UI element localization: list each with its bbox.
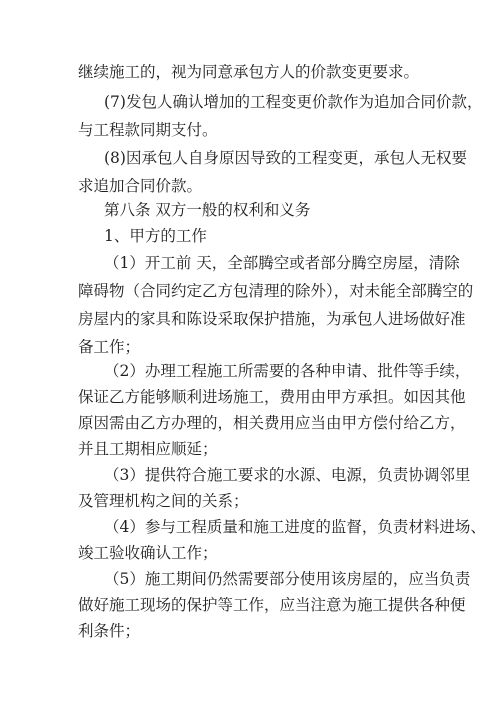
section-heading: 第八条 双方一般的权利和义务 <box>104 201 311 219</box>
text-line: （4）参与工程质量和施工进度的监督，负责材料进场、 <box>104 518 486 536</box>
text-line: 障碍物（合同约定乙方包清理的除外），对未能全部腾空的 <box>78 282 474 300</box>
text-line: (8)因承包人自身原因导致的工程变更，承包人无权要 <box>104 149 467 167</box>
text-line: 竣工验收确认工作； <box>78 544 218 562</box>
subsection-heading: 1、甲方的工作 <box>104 227 207 245</box>
text-line: 与工程款同期支付。 <box>78 121 218 139</box>
text-line: 求追加合同价款。 <box>78 177 203 195</box>
text-line: 房屋内的家具和陈设采取保护措施，为承包人进场做好准 <box>78 310 466 328</box>
text-line: 并且工期相应顺延； <box>78 440 218 458</box>
text-line: 及管理机构之间的关系； <box>78 492 249 510</box>
text-line: 继续施工的，视为同意承包方人的价款变更要求。 <box>78 63 420 81</box>
text-line: 原因需由乙方办理的，相关费用应当由甲方偿付给乙方， <box>78 414 466 432</box>
text-line: 利条件； <box>78 622 141 640</box>
text-line: （1）开工前 天，全部腾空或者部分腾空房屋，清除 <box>104 254 460 272</box>
text-line: （2）办理工程施工所需要的各种申请、批件等手续， <box>104 362 471 380</box>
text-line: （3）提供符合施工要求的水源、电源，负责协调邻里 <box>104 466 471 484</box>
text-line: 备工作； <box>78 338 141 356</box>
text-line: （5）施工期间仍然需要部分使用该房屋的，应当负责 <box>104 570 471 588</box>
text-line: 保证乙方能够顺利进场施工，费用由甲方承担。如因其他 <box>78 388 466 406</box>
text-line: 做好施工现场的保护等工作，应当注意为施工提供各种便 <box>78 596 466 614</box>
text-line: (7)发包人确认增加的工程变更价款作为追加合同价款， <box>104 93 483 111</box>
